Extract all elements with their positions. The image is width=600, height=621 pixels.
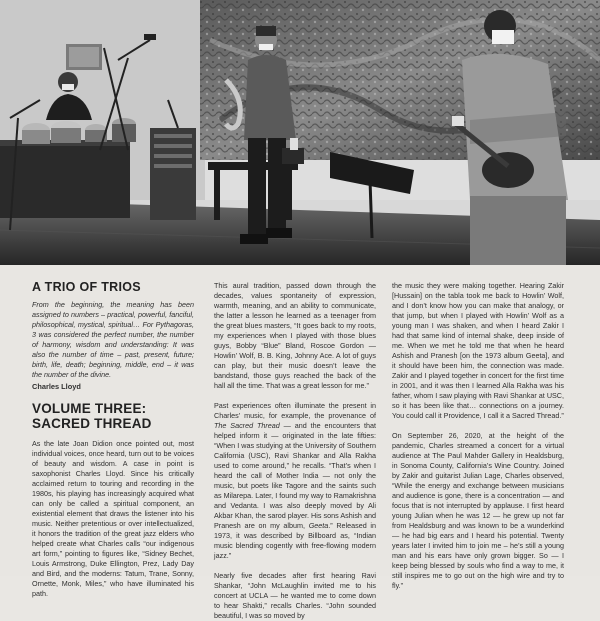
title-reference: The Sacred Thread bbox=[214, 421, 280, 430]
body-paragraph: This aural tradition, passed down through the decades, values spontaneity of expression, warmth, meaning, and an ability to communicate, the latter a lesson he learned as a teenager from the great blues masters, “It goes back to my roots, my experiences when I played with those blues guys, Bobby “Blue” Bland, Roscoe Gordon — Howlin’ Wolf, B. B. King, Johnny Ace. A lot of guys can play, but their music doesn’t leave the bandstand, those guys reached the back of the hall all the time. That was a great lesson for me.” bbox=[214, 281, 376, 390]
body-text: Past experiences often illuminate the present in Charles’ music, for example, the provenance of bbox=[214, 401, 376, 420]
body-paragraph: the music they were making together. Hearing Zakir [Hussain] on the tabla took me back to Howlin’ Wolf, and I don’t know how you can make that analogy, or that jump, but when I played with Howlin’ Wolf as a young man I was shaken, and when I heard Zakir I had that same kind of internal shake, deep inside of me. When we met he told me that when he heard Ashish and Pranesh [on the 1973 album Geeta], and it should have been him, the connection was made. Zakir and I played together in concert for the first time in 2001, and it was then I learned Alla Rakha was his father, whom I saw playing with Ravi Shankar at USC, so it has been like that… connections on a journey. You could call it Providence, I call it a Sacred Thread.” bbox=[392, 281, 564, 420]
section-title-line-1: VOLUME THREE: bbox=[32, 401, 147, 416]
title-reference: Geeta bbox=[308, 521, 329, 530]
column-3 bbox=[392, 281, 564, 591]
epigraph-attribution: Charles Lloyd bbox=[32, 382, 81, 391]
trio-performance-photo bbox=[0, 0, 600, 265]
body-paragraph: On September 26, 2020, at the height of the pandemic, Charles streamed a concert for a virtual audience at The Paul Mahder Gallery in Healdsburg, in Sonoma County, California’s Wine Country. Joined by Zakir and guitarist Julian Lage, Charles observed, “While the energy and exchange between musicians and audience is gone, there is a concentration — and focus that is not interrupted by applause. I first heard young Julian when he was 12 — he grew up not far from Healdsburg and was known to be a wunderkind — he had big ears and I heard his potential. Twenty years later I invited him to join me – he’s still a young man and his ears have only grown bigger. So — I keep being blessed by souls who find a way to me, it still inspires me to go out on the high wire and try to fly.” bbox=[392, 431, 564, 590]
column-1 bbox=[32, 280, 194, 599]
body-paragraph: As the late Joan Didion once pointed out, most individual voices, once heard, turn out to be voices of beauty and wisdom. A case in point is saxophonist Charles Lloyd. Since his critically acclaimed return to touring and recording in the 1980s, his playing has increasingly acquired what can only be called a spiritual component, an existential element that draws the listener into his music. Neither pretentious or over intellectualized, it honors the tradition of the great jazz elders who helped create what Charles calls “our indigenous art form,” pointing to figures like, “Sidney Bechet, Louis Armstrong, Duke Ellington, Prez, Lady Day and Bird, and the moderns: Tatum, Trane, Sonny, Ornette, Monk, Miles,” who have illuminated his path. bbox=[32, 439, 194, 598]
section-title-line-2: SACRED THREAD bbox=[32, 416, 152, 431]
column-2 bbox=[214, 281, 376, 621]
section-title-trio-of-trios: A TRIO OF TRIOS bbox=[32, 280, 141, 294]
pythagoras-epigraph: From the beginning, the meaning has been assigned to numbers – practical, powerful, fanciful, philosophical, mystical, spiritual… For Pythagoras, 3 was considered the perfect number, the number of harmony, wisdom and understanding: It was also the number of time – past, present, future; birth, life, death; beginning, middle, end – it was the number of the divine. bbox=[32, 300, 194, 379]
body-text: — and the encounters that helped inform it — originated in the late fifties: “When I was studying at the University of Southern California (USC), Ravi Shankar and Alla Rakha used to come around,” he recalls. “That’s when I heard the call of Mother India — not only the music, but poets like Tagore and the saints such as Milarepa. Later, I found my way to Ramakrishna and Vedanta. I was also deeply moved by Ali Akbar Khan, the sarod player. His sons Ashish and Pranesh are on my album, bbox=[214, 421, 376, 530]
section-title-volume-three bbox=[32, 401, 194, 431]
body-paragraph: Nearly five decades after first hearing Ravi Shankar, “John McLaughlin invited me to his concert at UCLA — he wanted me to come down to hear Shakti,” recalls Charles. “John sounded beautiful, I was so moved by bbox=[214, 571, 376, 620]
body-paragraph bbox=[214, 401, 376, 561]
liner-notes-text bbox=[0, 265, 600, 620]
body-text: .” Released in 1973, it was described by Billboard as, “Indian music blending cogently with free-flowing modern jazz.” bbox=[214, 521, 376, 560]
